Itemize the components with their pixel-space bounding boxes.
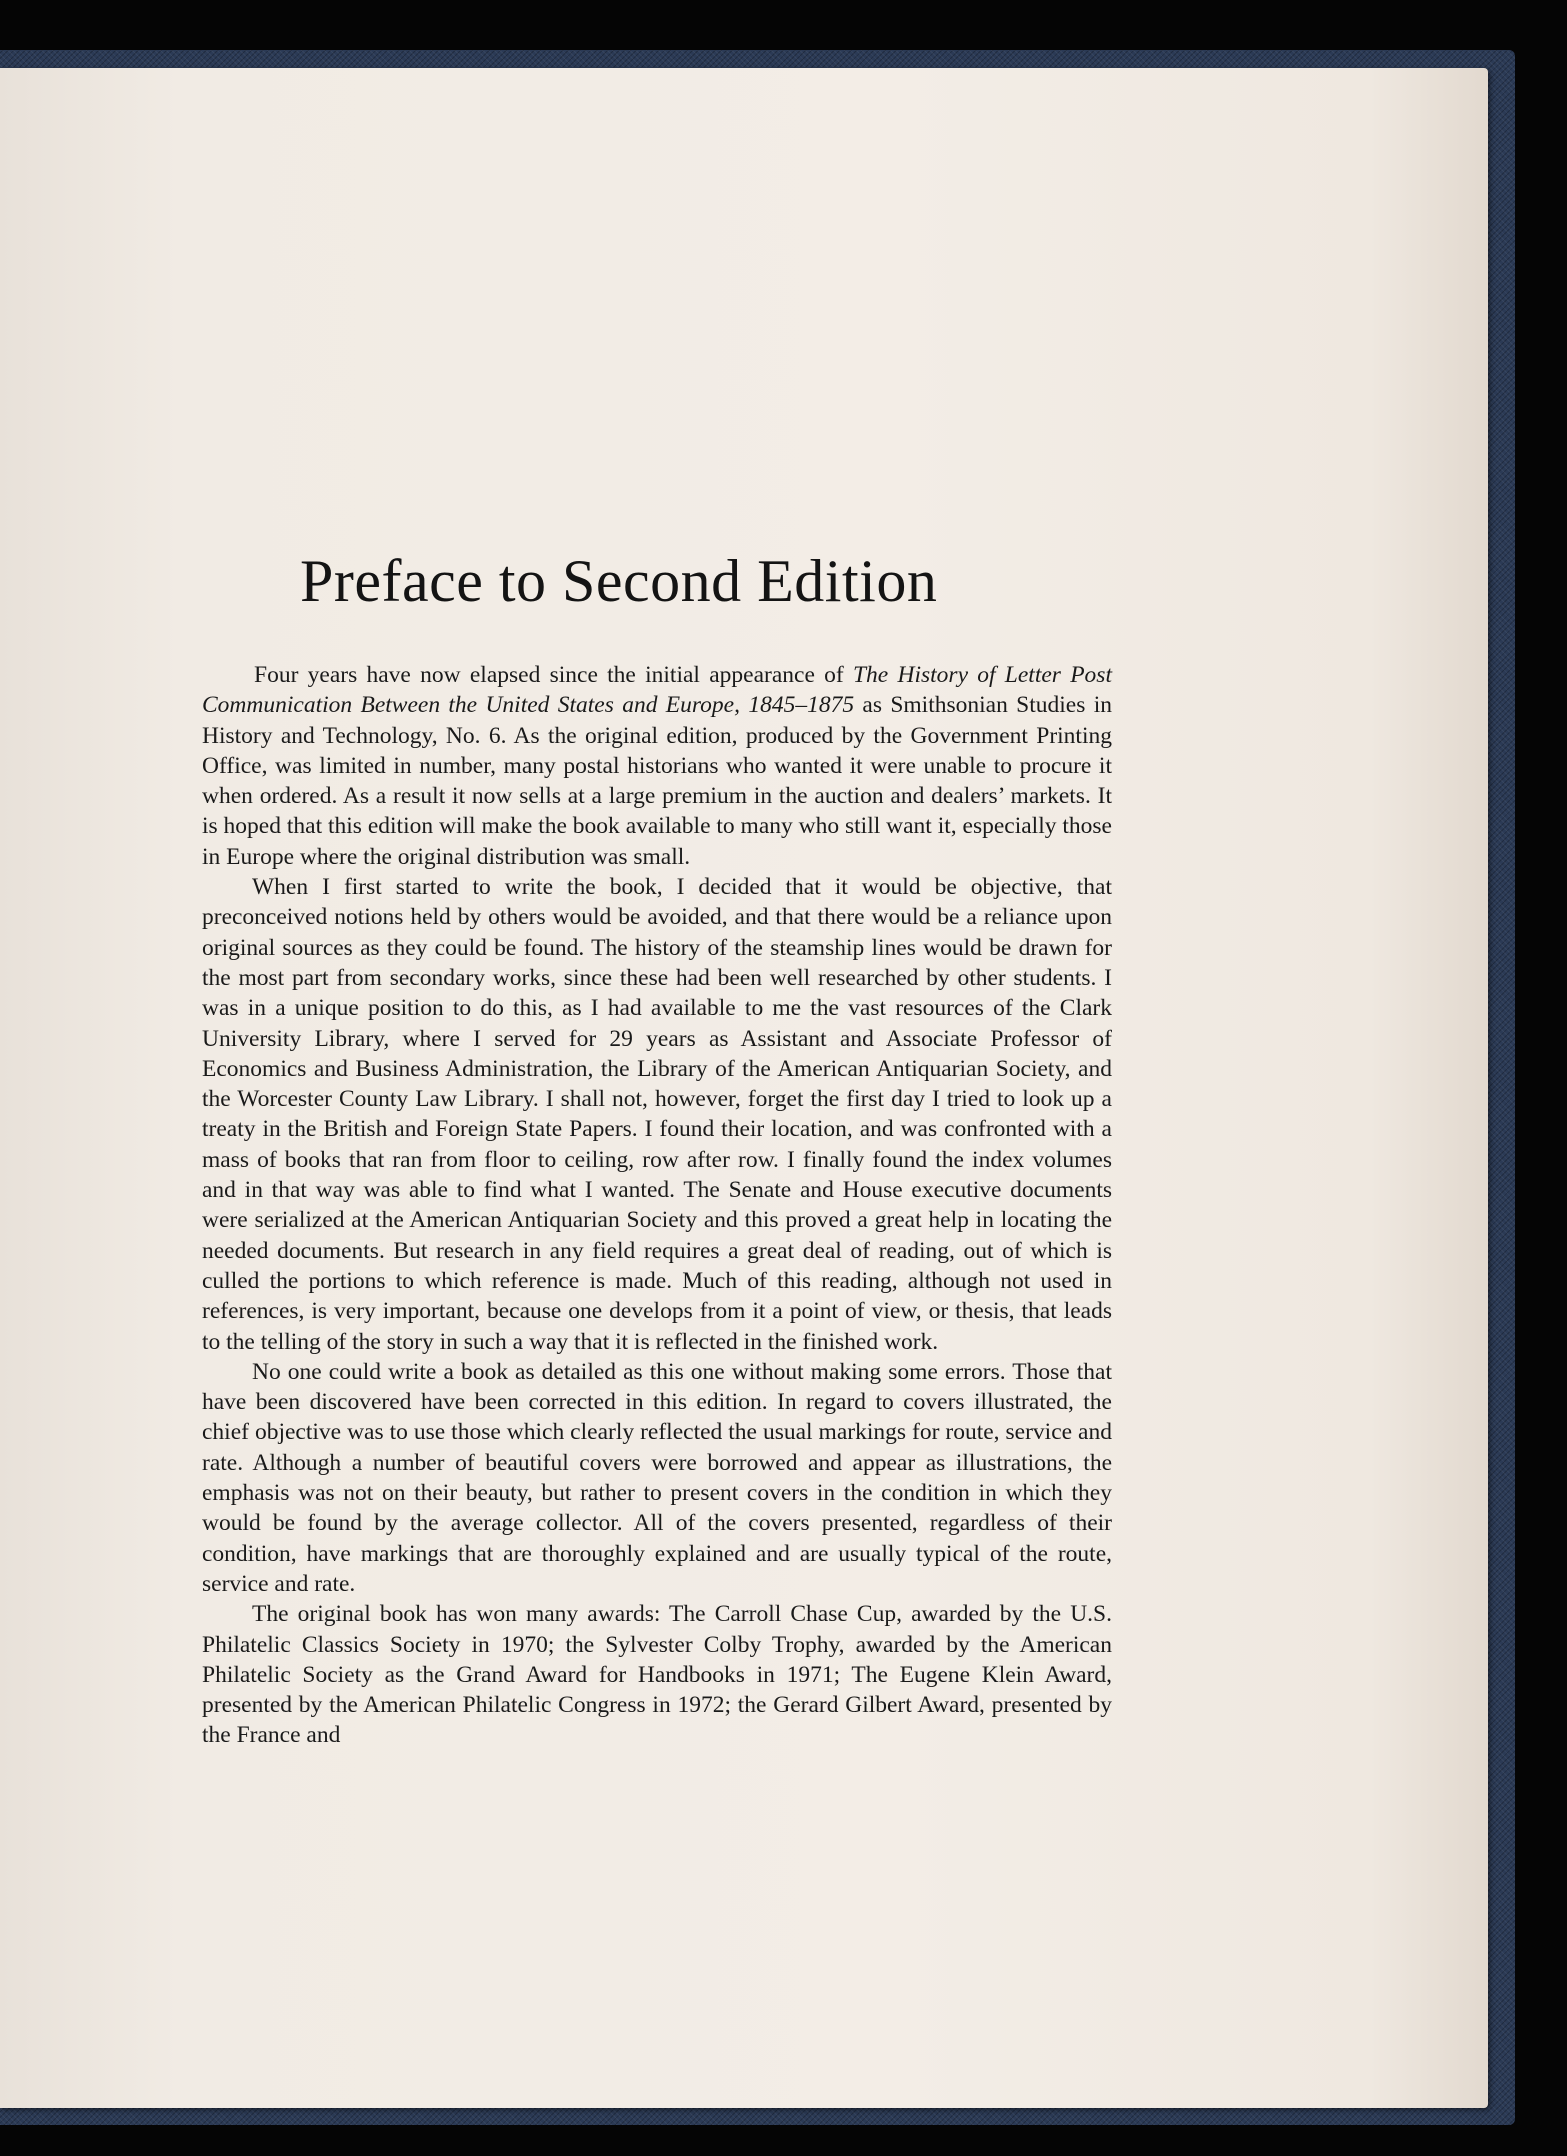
paragraph-1-lead: Four years have now elapsed since the initial appearance of <box>254 662 853 688</box>
book-title-italic: The History of Letter Post Communication Between the United States and Europe, 1845–1875 <box>202 662 1112 719</box>
paragraph-2: When I first started to write the book, I decided that it would be objective, that preconceived notions held by others would be avoided, and that there would be a reliance upon original sources as they could be found. The history of the steamship lines would be drawn for the most part from secondary works, since these had been well researched by other students. I was in a unique position to do this, as I had available to me the vast resources of the Clark University Library, where I served for 29 years as Assistant and Associate Professor of Economics and Business Administration, the Library of the American Antiquarian Society, and the Worcester County Law Library. I shall not, however, forget the first day I tried to look up a treaty in the British and Foreign State Papers. I found their location, and was confronted with a mass of books that ran from floor to ceiling, row after row. I finally found the index volumes and in that way was able to find what I wanted. The Senate and House executive documents were serialized at the American Antiquarian Society and this proved a great help in locating the needed documents. But research in any field requires a great deal of reading, out of which is culled the portions to which reference is made. Much of this reading, although not used in references, is very important, because one develops from it a point of view, or thesis, that leads to the telling of the story in such a way that it is reflected in the finished work. <box>202 874 1112 1355</box>
paragraph-1-rest: as Smithsonian Studies in History and Technology, No. 6. As the original edition, produced by the Government Printing Office, was limited in number, many postal historians who wanted it were unable to procure it when ordered. As a result it now sells at a large premium in the auction and dealers’ markets. It is hoped that this edition will make the book available to many who still want it, especially those in Europe where the original distribution was small. <box>202 692 1112 870</box>
paragraph-4: The original book has won many awards: The Carroll Chase Cup, awarded by the U.S. Philatelic Classics Society in 1970; the Sylvester Colby Trophy, awarded by the American Philatelic Society as the Grand Award for Handbooks in 1971; The Eugene Klein Award, presented by the American Philatelic Congress in 1972; the Gerard Gilbert Award, presented by the France and <box>202 1601 1112 1749</box>
paragraph-1 <box>202 660 1112 872</box>
page-title: Preface to Second Edition <box>300 548 938 614</box>
book-page <box>0 68 1488 2108</box>
preface-body <box>202 660 1112 1751</box>
paragraph-3: No one could write a book as detailed as this one without making some errors. Those that have been discovered have been corrected in this edition. In regard to covers illustrated, the chief objective was to use those which clearly reflected the usual markings for route, service and rate. Although a number of beautiful covers were borrowed and appear as illustrations, the emphasis was not on their beauty, but rather to present covers in the condition in which they would be found by the average collector. All of the covers presented, regardless of their condition, have markings that are thoroughly explained and are usually typical of the route, service and rate. <box>202 1358 1112 1597</box>
